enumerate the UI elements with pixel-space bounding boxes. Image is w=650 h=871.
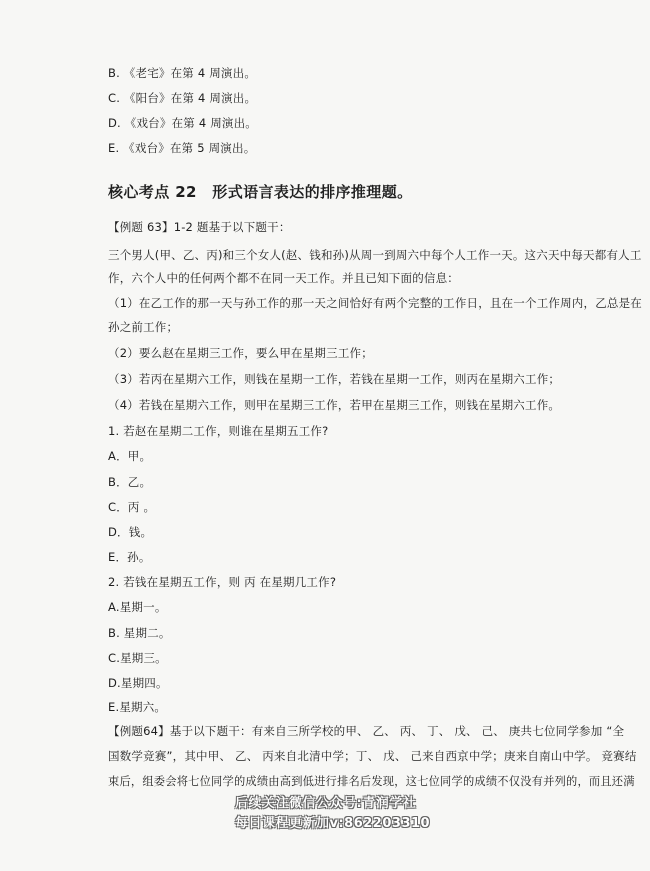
q1-option-b: B．乙。 — [108, 475, 152, 489]
option-c: C. 《阳台》在第 4 周演出。 — [108, 91, 257, 105]
example-63-heading: 【例题 63】1-2 题基于以下题干： — [108, 220, 291, 234]
q2-option-d: D.星期四。 — [108, 676, 168, 690]
q1-option-a: A．甲。 — [108, 449, 152, 463]
question-2: 2. 若钱在星期五工作，则 丙 在星期几工作? — [108, 575, 337, 589]
q1-option-e: E．孙。 — [108, 550, 151, 564]
q1-option-d: D．钱。 — [108, 525, 153, 539]
option-e: E. 《戏台》在第 5 周演出。 — [108, 141, 256, 155]
section-title: 核心考点 22 形式语言表达的排序推理题。 — [108, 183, 413, 201]
q2-option-e: E.星期六。 — [108, 700, 167, 714]
example-64-line-1: 【例题64】基于以下题干：有来自三所学校的甲、 乙、 丙、 丁、 戊、 己、 庚共七位同学参加 “全 — [108, 724, 625, 738]
question-1: 1. 若赵在星期二工作，则谁在星期五工作? — [108, 424, 329, 438]
condition-3: （3）若丙在星期六工作，则钱在星期一工作，若钱在星期一工作，则丙在星期六工作； — [108, 372, 561, 386]
intro-line-2: 作，六个人中的任何两个都不在同一天工作。并且已知下面的信息： — [108, 271, 459, 285]
option-d: D. 《戏台》在第 4 周演出。 — [108, 116, 257, 130]
intro-line-1: 三个男人(甲、乙、丙)和三个女人(赵、钱和孙)从周一到周六中每个人工作一天。这六天中每天都有人工 — [108, 248, 642, 262]
q2-option-c: C.星期三。 — [108, 651, 167, 665]
example-64-line-2: 国数学竞赛”，其中甲、 乙、 丙来自北清中学；丁、 戊、 己来自西京中学；庚来自南山中学。 竞赛结 — [108, 749, 637, 763]
example-64-line-3: 束后，组委会将七位同学的成绩由高到低进行排名后发现，这七位同学的成绩不仅没有并列的，而且还满 — [108, 775, 635, 788]
q2-option-b: B. 星期二。 — [108, 626, 171, 640]
watermark-line-1: 后续关注微信公众号:青润学社 — [235, 796, 417, 811]
q1-option-c: C．丙 。 — [108, 500, 156, 514]
condition-2: （2）要么赵在星期三工作，要么甲在星期三工作； — [108, 346, 373, 360]
q2-option-a: A.星期一。 — [108, 600, 167, 614]
condition-1-line-1: （1）在乙工作的那一天与孙工作的那一天之间恰好有两个完整的工作日，且在一个工作周内，乙总是在 — [108, 296, 643, 310]
condition-1-line-2: 孙之前工作； — [108, 320, 179, 334]
option-b: B. 《老宅》在第 4 周演出。 — [108, 66, 257, 80]
watermark-line-2: 每日课程更新加v:862203310 — [235, 816, 431, 831]
condition-4: （4）若钱在星期六工作，则甲在星期三工作，若甲在星期三工作，则钱在星期六工作。 — [108, 398, 561, 412]
